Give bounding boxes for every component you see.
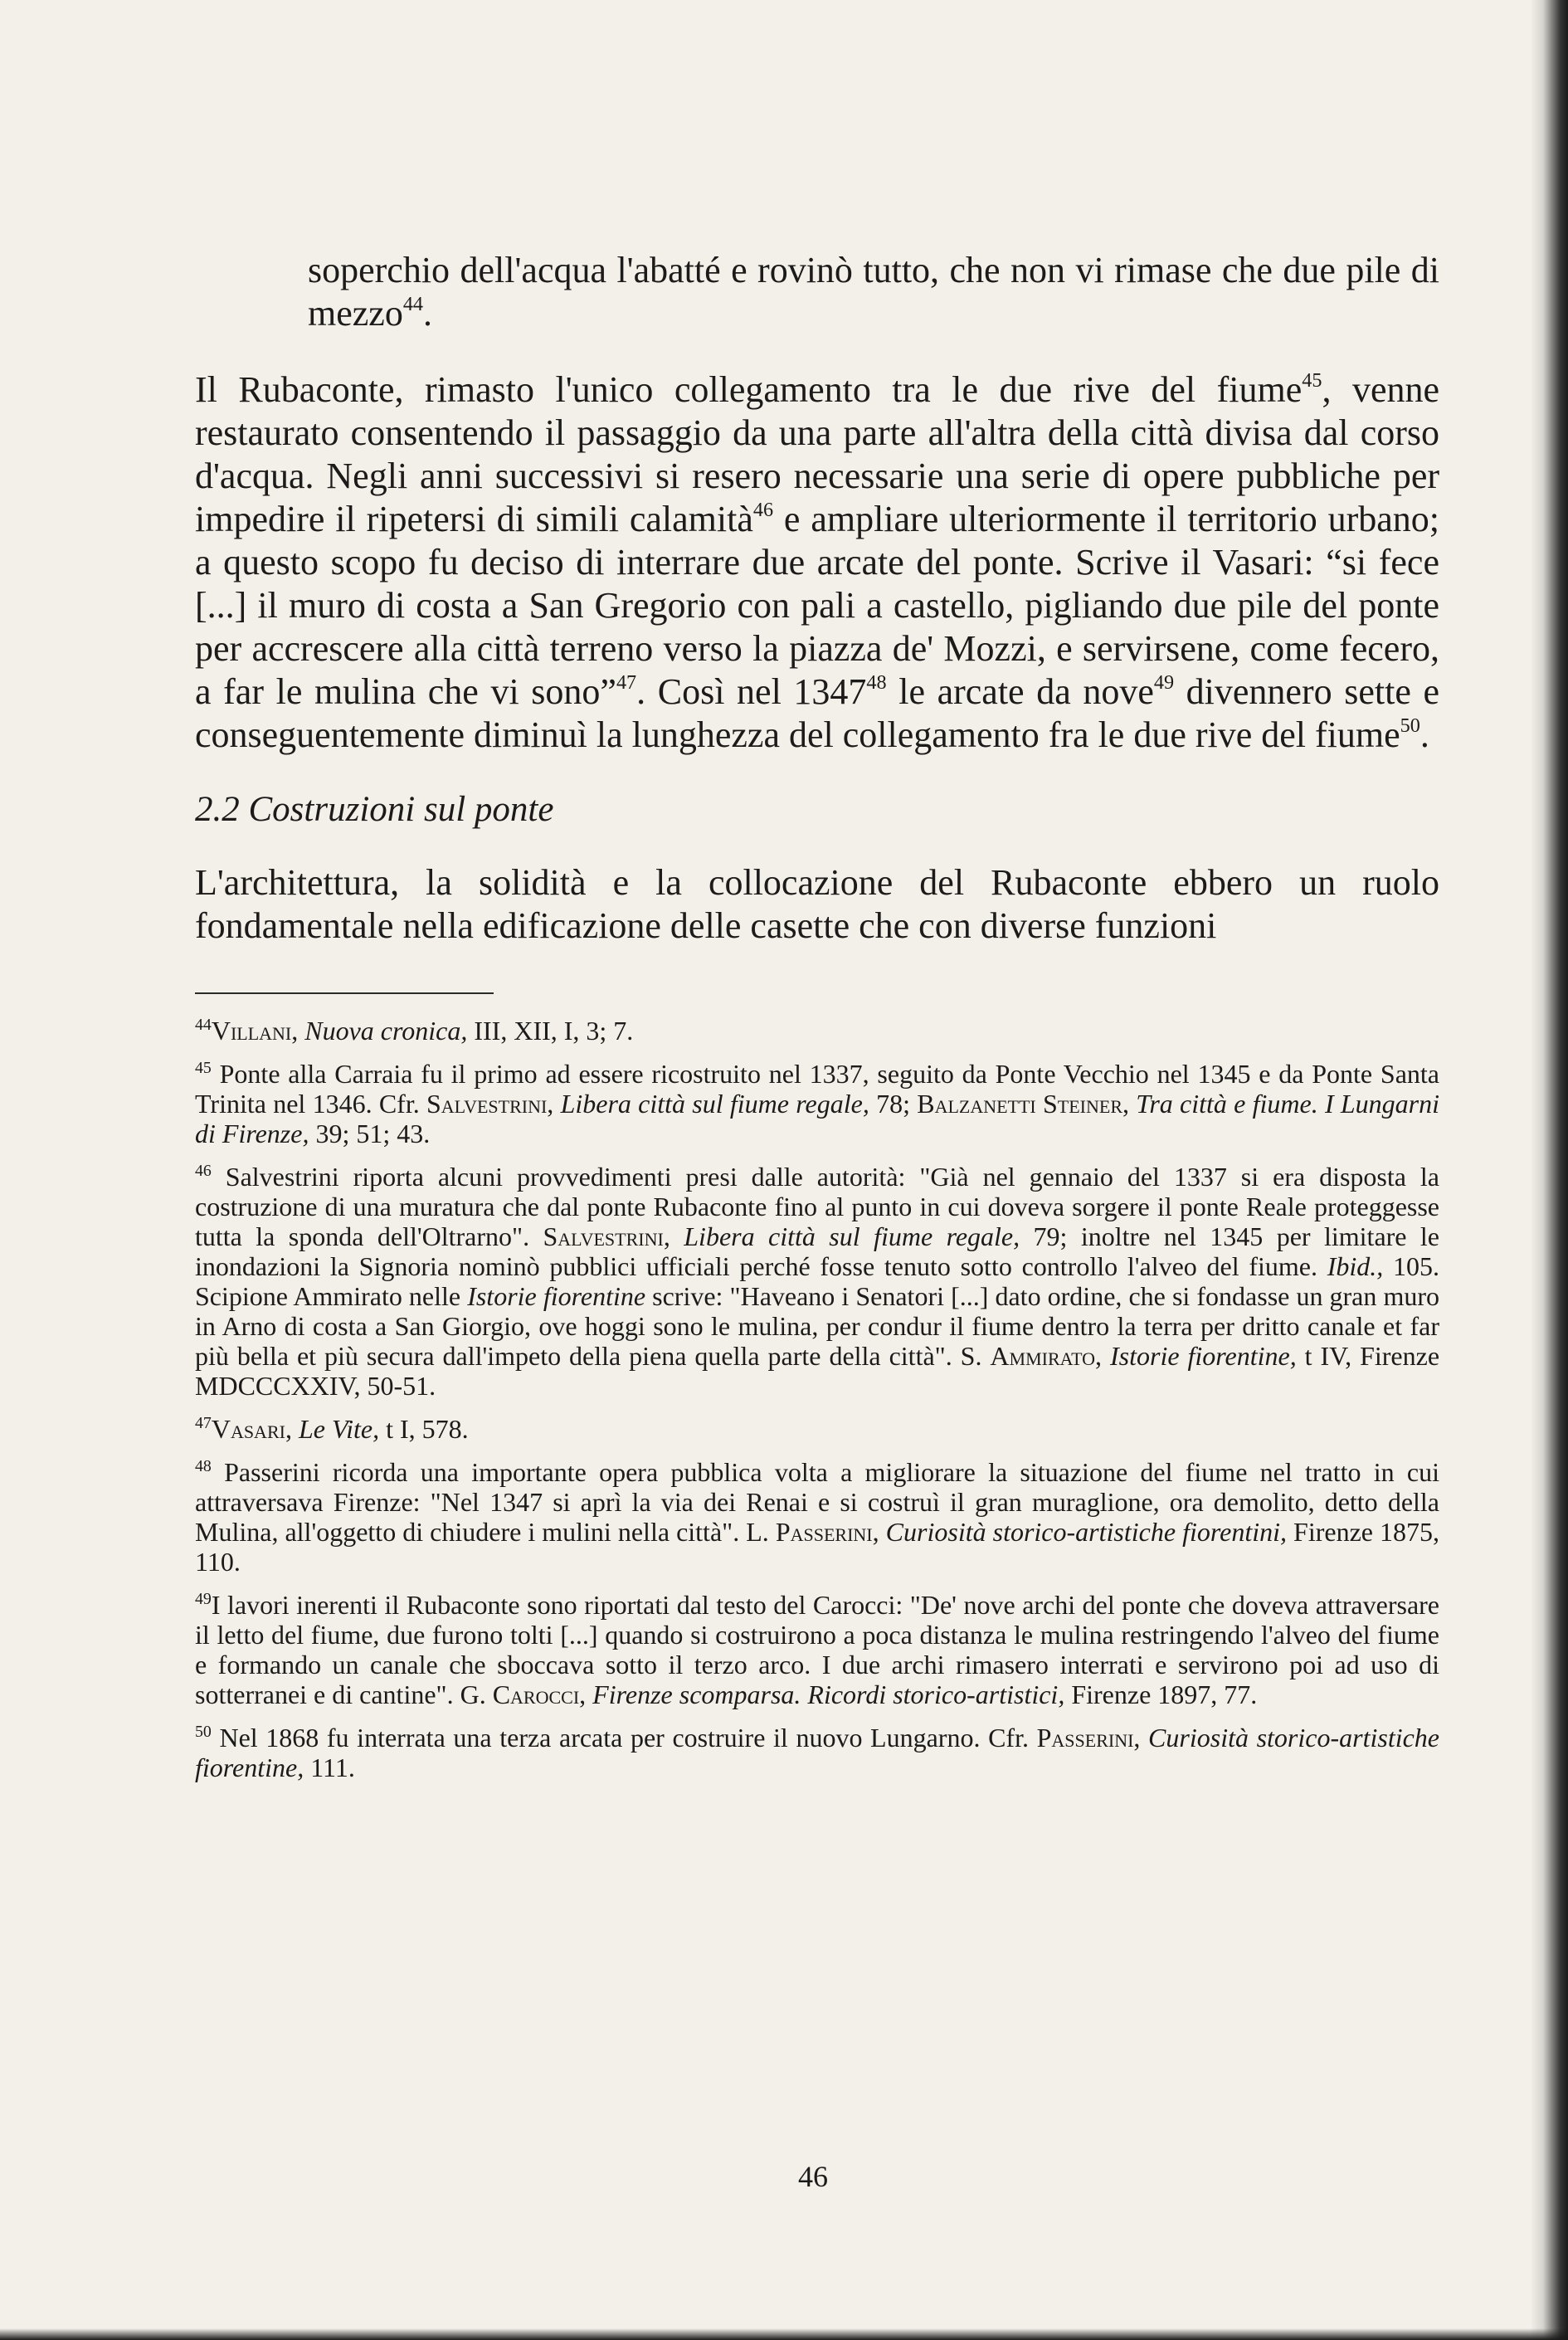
page-content <box>195 249 1439 1796</box>
footnotes <box>195 1016 1439 1782</box>
footnote-50: $^{50}$ Nel 1868 fu interrata una terza arcata per costruire il nuovo Lungarno. Cfr. Passerini, Curiosità storico-artistiche fiorentine, 111. <box>195 1723 1440 1782</box>
footnote-49: $^{49}$I lavori inerenti il Rubaconte sono riportati dal testo del Carocci: "De' nove archi del ponte che doveva attraversare il letto del fiume, due furono tolti [...] quando si costruirono a poca distanza le mulina restringendo l'alveo del fiume e formando un canale che sboccava sotto il terzo arco. I due archi rimasero interrati e servirono poi ad uso di sotterranei e di cantine". G. Carocci, Firenze scomparsa. Ricordi storico-artistici, Firenze 1897, 77. <box>195 1590 1439 1709</box>
paragraph-architecture: L'architettura, la solidità e la collocazione del Rubaconte ebbero un ruolo fondamentale nella edificazione delle casette che con diverse funzioni <box>195 862 1439 946</box>
footnote-ref-47[interactable]: 47 <box>616 670 637 694</box>
footnote-ref-50[interactable]: 50 <box>1400 714 1420 737</box>
block-quote: soperchio dell'acqua l'abatté e rovinò tutto, che non vi rimase che due pile di mezzo$^{44}$. <box>308 250 1439 334</box>
footnote-45: $^{45}$ Ponte alla Carraia fu il primo ad essere ricostruito nel 1337, seguito da Ponte Vecchio nel 1345 e da Ponte Santa Trinita nel 1346. Cfr. Salvestrini, Libera città sul fiume regale, 78; Balzanetti Steiner, Tra città e fiume. I Lungarni di Firenze, 39; 51; 43. <box>195 1059 1440 1148</box>
footnote-46: $^{46}$ Salvestrini riporta alcuni provvedimenti presi dalle autorità: "Già nel gennaio del 1337 si era disposta la costruzione di una muratura che dal ponte Rubaconte fino al punto in cui doveva sorgere il ponte Reale proteggesse tutta la sponda dell'Oltrarno". Salvestrini, Libera città sul fiume regale, 79; inoltre nel 1345 per limitare le inondazioni la Signoria nominò pubblici ufficiali perché fosse tenuto sotto controllo l'alveo del fiume. Ibid., 105. Scipione Ammirato nelle Istorie fiorentine scrive: "Haveano i Senatori [...] dato ordine, che si fondasse un gran muro in Arno di costa a San Giorgio, ove hoggi sono le mulina, per condur il fiume dentro la terra per dritto canale et far più bella et più secura dall'impeto della piena quella parte della città". S. Ammirato, Istorie fiorentine, t IV, Firenze MDCCCXXIV, 50-51. <box>195 1162 1440 1401</box>
footnote-ref-44[interactable]: 44 <box>402 292 423 315</box>
paragraph-rubaconte: Il Rubaconte, rimasto l'unico collegamento tra le due rive del fiume$^{45}$, venne restaurato consentendo il passaggio da una parte all'altra della città divisa dal corso d'acqua. Negli anni successivi si resero necessarie una serie di opere pubbliche per impedire il ripetersi di simili calamità$^{46}$ e ampliare ulteriormente il territorio urbano; a questo scopo fu deciso di interrare due arcate del ponte. Scrive il Vasari: “si fece [...] il muro di costa a San Gregorio con pali a castello, pigliando due pile del ponte per accrescere alla città terreno verso la piazza de' Mozzi, e servirsene, come fecero, a far le mulina che vi sono”$^{47}$. Così nel 1347$^{48}$ le arcate da nove$^{49}$ divennero sette e conseguentemente diminuì la lunghezza del collegamento fra le due rive del fiume$^{50}$. <box>195 368 1439 755</box>
page-bottom-shadow <box>0 2328 1568 2340</box>
footnote-ref-49[interactable]: 49 <box>1153 670 1175 694</box>
footnote-divider <box>195 992 494 994</box>
footnote-ref-46[interactable]: 46 <box>752 498 774 521</box>
footnote-48: $^{48}$ Passerini ricorda una importante opera pubblica volta a migliorare la situazione del fiume nel tratto in cui attraversava Firenze: "Nel 1347 si aprì la via dei Renai e si costruì il gran muraglione, ora demolito, detto della Mulina, all'oggetto di chiudere i mulini nella città". L. Passerini, Curiosità storico-artistiche fiorentini, Firenze 1875, 110. <box>195 1457 1440 1577</box>
footnote-44: $^{44}$Villani, Nuova cronica, III, XII, I, 3; 7. <box>195 1016 634 1046</box>
page-number: 46 <box>798 2160 828 2193</box>
footnote-47: $^{47}$Vasari, Le Vite, t I, 578. <box>195 1414 469 1444</box>
page-edge-shadow <box>1530 0 1568 2340</box>
footnote-ref-45[interactable]: 45 <box>1302 368 1322 392</box>
section-heading: 2.2 Costruzioni sul ponte <box>195 790 554 829</box>
footnote-ref-48[interactable]: 48 <box>866 670 887 694</box>
